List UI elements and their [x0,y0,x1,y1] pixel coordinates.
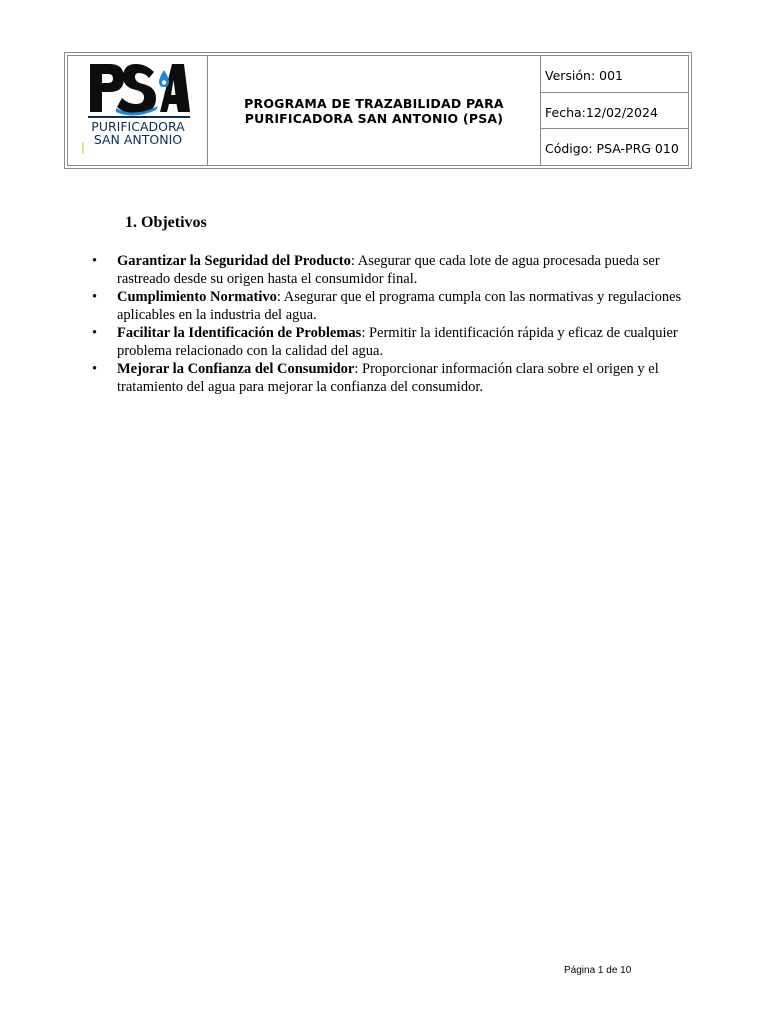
objective-text: : Proporcionar información clara sobre el origen y el tratamiento del agua para mejorar la confianza del consumidor. [117,361,659,395]
meta-code-row [541,129,688,165]
meta-version: Versión: 001 [545,67,624,83]
meta-date-row [541,93,688,130]
logo-underline [88,116,190,118]
objective-text: : Permitir la identificación rápida y eficaz de cualquier problema relacionado con la calidad del agua. [117,325,678,359]
bullet-icon: • [92,361,98,377]
psa-logo [86,60,190,120]
bullet-icon: • [92,253,98,269]
meta-version-row [541,56,688,93]
document-title-line2: PURIFICADORA SAN ANTONIO (PSA) [244,110,504,126]
logo-mark [82,142,84,154]
objective-title: Mejorar la Confianza del Consumidor [117,361,355,377]
list-item [90,288,690,324]
objective-text: : Asegurar que cada lote de agua procesada pueda ser rastreado desde su origen hasta el consumidor final. [117,253,660,287]
objective-text: : Asegurar que el programa cumpla con las normativas y regulaciones aplicables en la industria del agua. [117,289,682,323]
logo-cell [68,56,208,165]
list-item [90,324,690,360]
objective-title: Facilitar la Identificación de Problemas [117,325,362,341]
page-number: Página 1 de 10 [564,965,632,976]
objective-title: Cumplimiento Normativo [117,289,277,305]
document-meta [541,56,688,165]
document-header-inner [67,55,689,166]
document-title [208,56,541,165]
objectives-list [90,252,690,396]
logo-text-line2: SAN ANTONIO [93,132,183,147]
list-item [90,252,690,288]
section-heading: 1. Objetivos [125,214,207,231]
document-title-line1: PROGRAMA DE TRAZABILIDAD PARA [244,95,504,111]
objective-title: Garantizar la Seguridad del Producto [117,253,351,269]
list-item [90,360,690,396]
bullet-icon: • [92,325,98,341]
meta-date: Fecha:12/02/2024 [545,104,658,120]
document-header [64,52,692,169]
logo-text-line1: PURIFICADORA [91,119,185,134]
meta-code: Código: PSA-PRG 010 [545,141,679,157]
bullet-icon: • [92,289,98,305]
